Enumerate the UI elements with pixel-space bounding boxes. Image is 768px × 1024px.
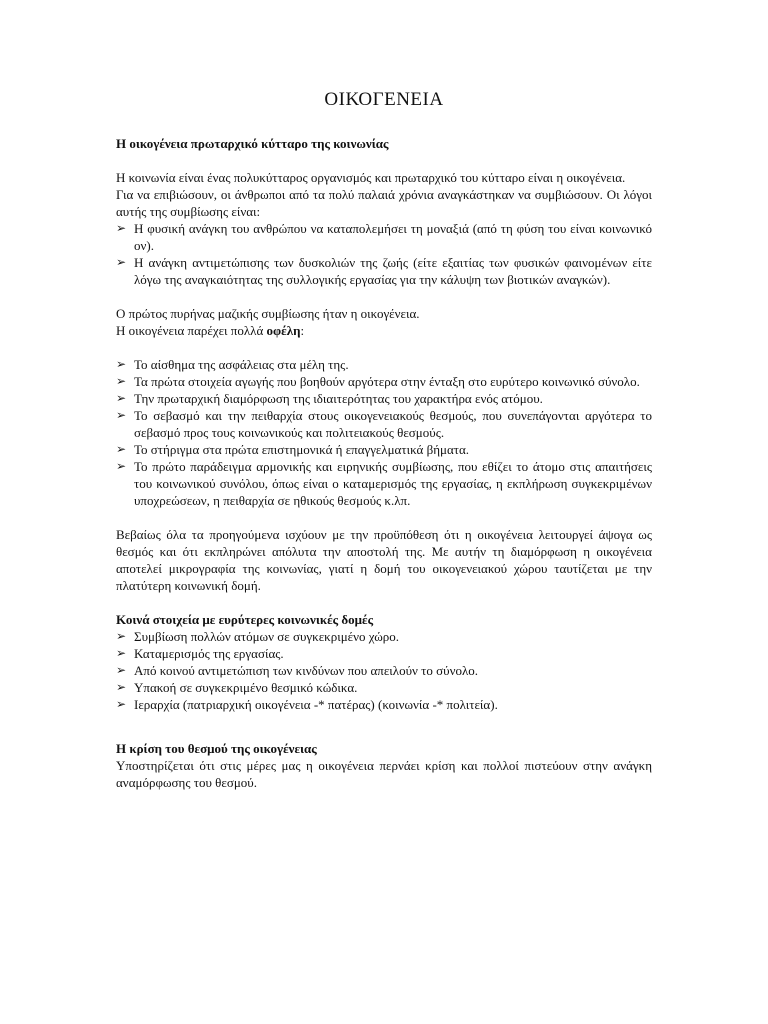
paragraph-society-organism: Η κοινωνία είναι ένας πολυκύτταρος οργανισμός και πρωταρχικό του κύτταρο είναι η οικογένεια.	[116, 170, 626, 185]
arrow-bullet-icon: ➢	[116, 374, 127, 388]
arrow-bullet-icon: ➢	[116, 680, 127, 694]
arrow-bullet-icon: ➢	[116, 255, 127, 269]
arrow-bullet-icon: ➢	[116, 442, 127, 456]
common-elements-list	[116, 628, 652, 713]
list-item: ➢ Συμβίωση πολλών ατόμων σε συγκεκριμένο χώρο.	[116, 629, 400, 644]
section-heading-institution-crisis: Η κρίση του θεσμού της οικογένειας	[116, 741, 317, 756]
benefits-list	[116, 356, 652, 509]
section-heading-common-elements: Κοινά στοιχεία με ευρύτερες κοινωνικές δομές	[116, 612, 374, 627]
arrow-bullet-icon: ➢	[116, 663, 127, 677]
reasons-list	[116, 220, 652, 288]
arrow-bullet-icon: ➢	[116, 408, 127, 422]
list-item: ➢ Από κοινού αντιμετώπιση των κινδύνων που απειλούν το σύνολο.	[116, 663, 479, 678]
document-page	[116, 88, 652, 791]
paragraph-benefits-intro: Η οικογένεια παρέχει πολλά οφέλη:	[116, 323, 305, 338]
arrow-bullet-icon: ➢	[116, 459, 127, 473]
arrow-bullet-icon: ➢	[116, 646, 127, 660]
list-item: ➢ Υπακοή σε συγκεκριμένο θεσμικό κώδικα.	[116, 680, 358, 695]
paragraph-first-nucleus: Ο πρώτος πυρήνας μαζικής συμβίωσης ήταν η οικογένεια.	[116, 306, 420, 321]
list-item: ➢ Το στήριγμα στα πρώτα επιστημονικά ή επαγγελματικά βήματα.	[116, 442, 470, 457]
list-item: ➢ Το πρώτο παράδειγμα αρμονικής και ειρηνικής συμβίωσης, που εθίζει το άτομο στις απαιτήσεις του κοινωνικού συνόλου, όπως είναι ο καταμερισμός της εργασίας, η εκπλήρωση συγκεκριμένων υποχρεώσεων, η πειθαρχία σε ηθικούς θεσμούς κ.λπ.	[116, 459, 652, 508]
list-item: ➢ Το σεβασμό και την πειθαρχία στους οικογενειακούς θεσμούς, που συνεπάγονται αργότερα το σεβασμό προς τους κοινωνικούς και πολιτειακούς θεσμούς.	[116, 408, 652, 440]
arrow-bullet-icon: ➢	[116, 391, 127, 405]
section-heading-family-cell: Η οικογένεια πρωταρχικό κύτταρο της κοινωνίας	[116, 136, 389, 151]
paragraph-crisis: Υποστηρίζεται ότι στις μέρες μας η οικογένεια περνάει κρίση και πολλοί πιστεύουν στην ανάγκη αναμόρφωσης του θεσμού.	[116, 758, 652, 790]
list-item: ➢ Το αίσθημα της ασφάλειας στα μέλη της.	[116, 357, 349, 372]
list-item: ➢ Καταμερισμός της εργασίας.	[116, 646, 284, 661]
arrow-bullet-icon: ➢	[116, 221, 127, 235]
document-title: ΟΙΚΟΓΕΝΕΙΑ	[324, 89, 444, 110]
paragraph-coexistence-reasons-intro: Για να επιβιώσουν, οι άνθρωποι από τα πολύ παλαιά χρόνια αναγκάστηκαν να συμβιώσουν. Οι λόγοι αυτής της συμβίωσης είναι:	[116, 187, 652, 219]
arrow-bullet-icon: ➢	[116, 357, 127, 371]
arrow-bullet-icon: ➢	[116, 629, 127, 643]
list-item: ➢ Την πρωταρχική διαμόρφωση της ιδιαιτερότητας του χαρακτήρα ενός ατόμου.	[116, 391, 543, 406]
list-item: ➢ Η ανάγκη αντιμετώπισης των δυσκολιών της ζωής (είτε εξαιτίας των φυσικών φαινομένων είτε λόγω της αναγκαιότητας της συλλογικής εργασίας για την κάλυψη των βιοτικών αναγκών).	[116, 255, 652, 287]
paragraph-prerequisite: Βεβαίως όλα τα προηγούμενα ισχύουν με την προϋπόθεση ότι η οικογένεια λειτουργεί άψογα ως θεσμός και ότι εκπληρώνει απόλυτα την αποστολή της. Με αυτήν τη διαμόρφωση η οικογένεια αποτελεί μικρογραφία της κοινωνίας, γιατί η δομή του οικογενειακού χώρου ταυτίζεται με την πλατύτερη κοινωνική δομή.	[116, 527, 652, 593]
list-item: ➢ Τα πρώτα στοιχεία αγωγής που βοηθούν αργότερα στην ένταξη στο ευρύτερο κοινωνικό σύνολο.	[116, 374, 640, 389]
arrow-bullet-icon: ➢	[116, 697, 127, 711]
list-item: ➢ Η φυσική ανάγκη του ανθρώπου να καταπολεμήσει τη μοναξιά (από τη φύση του είναι κοινωνικό ον).	[116, 221, 652, 253]
list-item: ➢ Ιεραρχία (πατριαρχική οικογένεια -* πατέρας) (κοινωνία -* πολιτεία).	[116, 697, 498, 712]
